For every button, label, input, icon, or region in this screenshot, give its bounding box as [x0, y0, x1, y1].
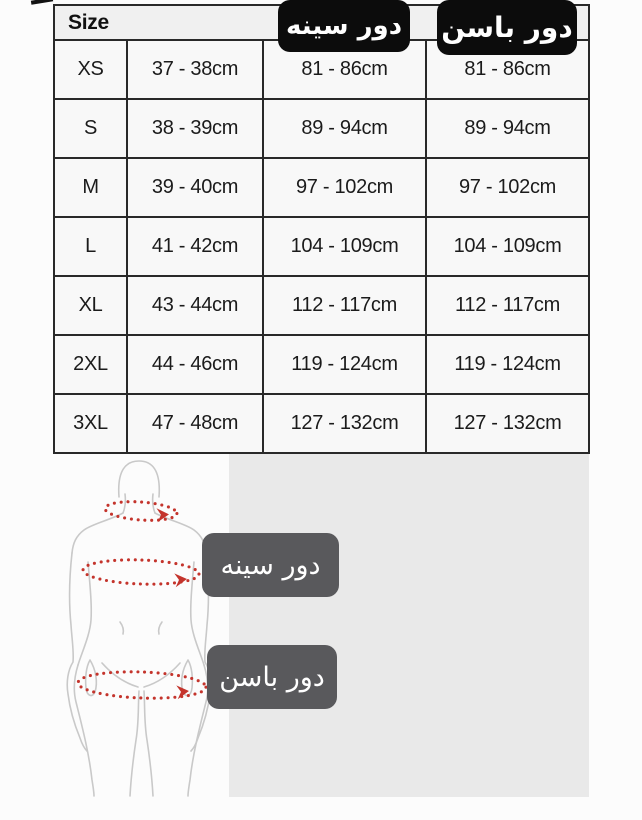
hip-cell: 119 - 124cm	[426, 335, 589, 394]
measure-cell: 41 - 42cm	[127, 217, 263, 276]
measure-cell: 43 - 44cm	[127, 276, 263, 335]
size-cell: 2XL	[54, 335, 127, 394]
chest-measure-badge: دور سینه	[202, 533, 339, 597]
measure-cell: 37 - 38cm	[127, 40, 263, 99]
chest-cell: 127 - 132cm	[263, 394, 426, 453]
neck-measure-dots	[104, 500, 177, 523]
chest-cell: 104 - 109cm	[263, 217, 426, 276]
diagram-background-panel	[229, 454, 589, 797]
hip-curves-outline	[102, 663, 138, 687]
size-cell: XS	[54, 40, 127, 99]
torso-left-outline	[78, 562, 91, 665]
size-cell: XL	[54, 276, 127, 335]
chest-cell: 119 - 124cm	[263, 335, 426, 394]
table-row	[54, 335, 589, 394]
chest-cell: 112 - 117cm	[263, 276, 426, 335]
table-row	[54, 394, 589, 453]
size-chart-table	[53, 4, 590, 454]
table-row	[54, 217, 589, 276]
neck-outline	[123, 494, 125, 513]
size-cell: L	[54, 217, 127, 276]
measure-cell: 38 - 39cm	[127, 99, 263, 158]
chest-cell: 89 - 94cm	[263, 99, 426, 158]
chest-column-badge: دور سینه	[278, 0, 410, 52]
chest-arrow-icon	[174, 572, 187, 587]
body-outline-figure	[40, 450, 255, 820]
cropped-edge-artifact	[31, 0, 53, 5]
hip-cell: 104 - 109cm	[426, 217, 589, 276]
size-cell: M	[54, 158, 127, 217]
hip-cell: 81 - 86cm	[426, 40, 589, 99]
head-outline	[119, 461, 160, 497]
chest-cell: 81 - 86cm	[263, 40, 426, 99]
size-cell: 3XL	[54, 394, 127, 453]
left-arm-outline	[67, 553, 87, 751]
table-row	[54, 276, 589, 335]
hip-cell: 89 - 94cm	[426, 99, 589, 158]
table-row	[54, 158, 589, 217]
hip-cell: 97 - 102cm	[426, 158, 589, 217]
size-header-label: Size	[54, 5, 589, 40]
hip-cell: 127 - 132cm	[426, 394, 589, 453]
measure-cell: 39 - 40cm	[127, 158, 263, 217]
measure-cell: 47 - 48cm	[127, 394, 263, 453]
hip-column-badge: دور باسن	[437, 0, 577, 55]
hip-measure-badge: دور باسن	[207, 645, 337, 709]
shoulders-outline	[72, 513, 123, 553]
hip-cell: 112 - 117cm	[426, 276, 589, 335]
table-row	[54, 99, 589, 158]
chest-cell: 97 - 102cm	[263, 158, 426, 217]
size-cell: S	[54, 99, 127, 158]
measure-cell: 44 - 46cm	[127, 335, 263, 394]
